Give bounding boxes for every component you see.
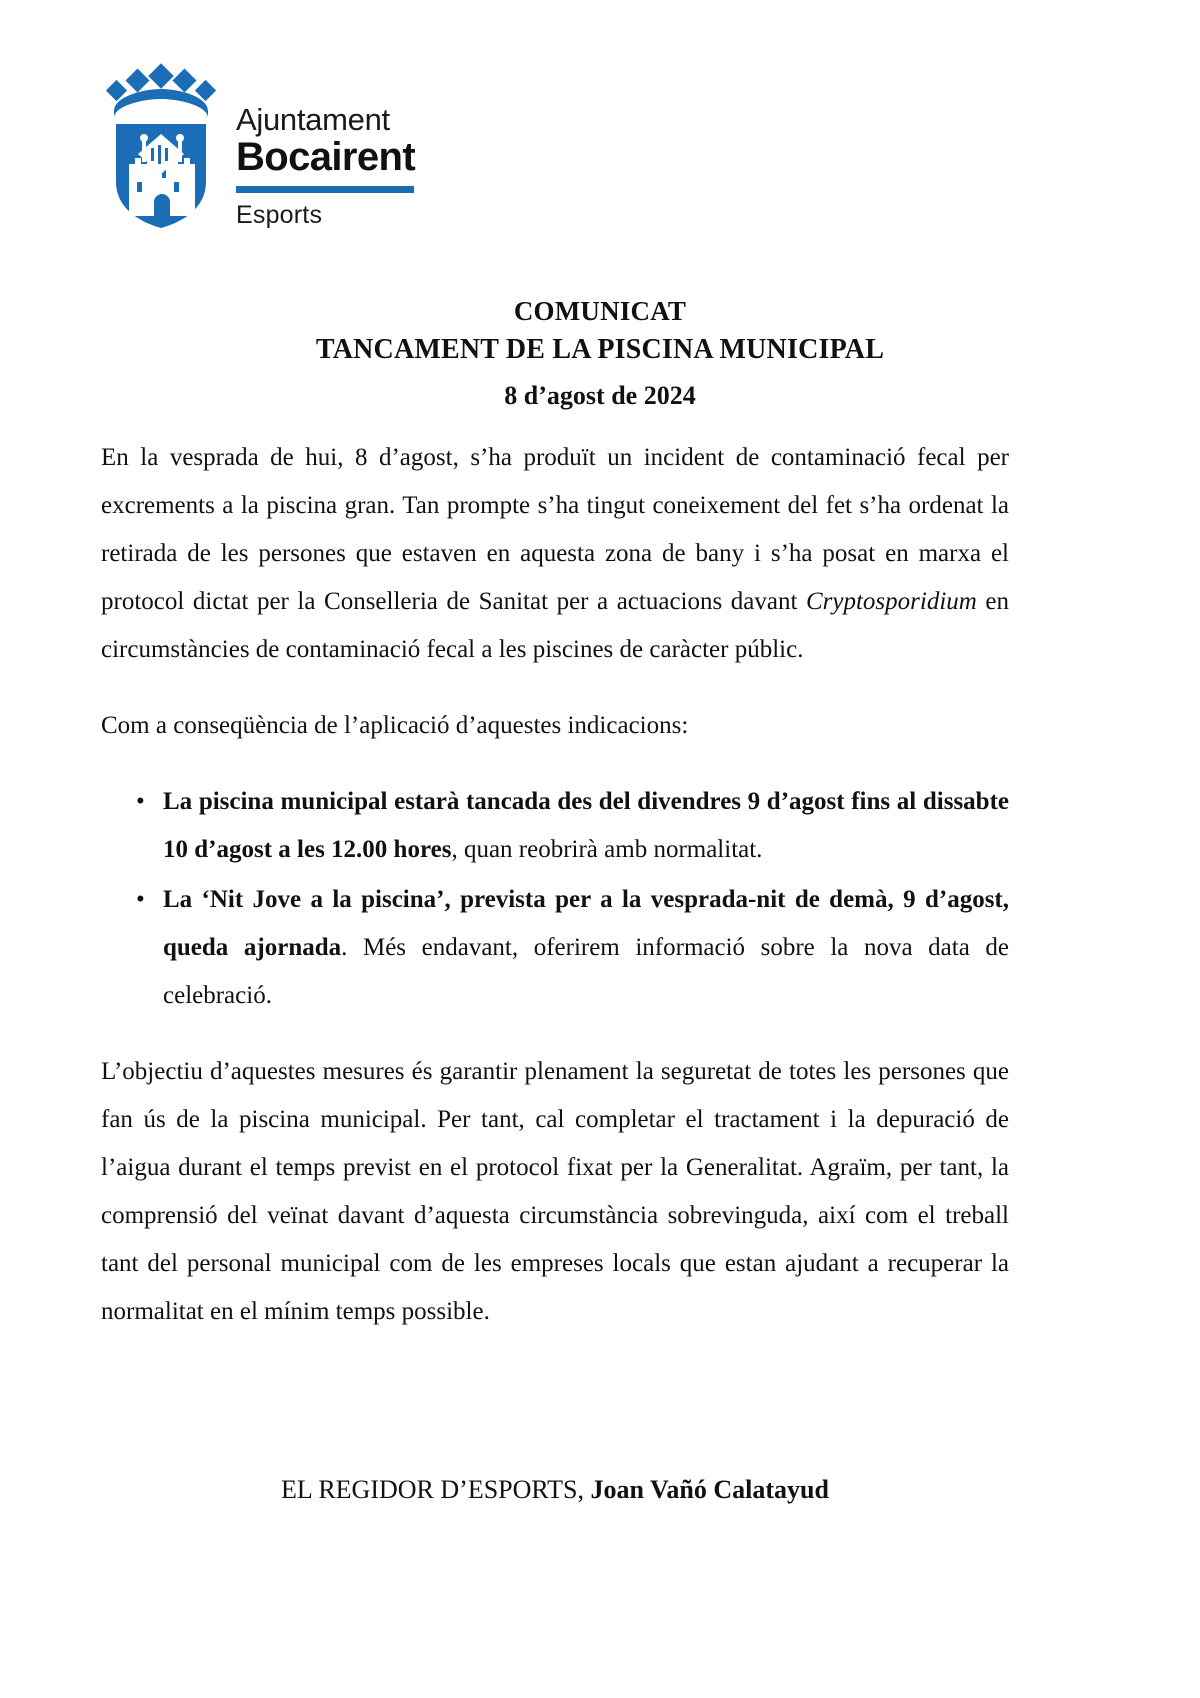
paragraph-incident-text-a: En la vesprada de hui, 8 d’agost, s’ha produït un incident de contaminació fecal per excrements a la piscina gran. Tan prompte s’ha tingut coneixement del fet s’ha ordenat la retirada de les persones que estaven en aquesta zona de bany i s’ha posat en marxa el protocol dictat per la Conselleria de Sanitat per a actuacions davant: [101, 444, 1009, 615]
wordmark-ajuntament: Ajuntament: [236, 102, 390, 137]
document-body: [101, 434, 1009, 1366]
wordmark-rule: [236, 186, 414, 193]
list-item: [163, 778, 1009, 874]
paragraph-incident: [101, 434, 1009, 674]
title-date: 8 d’agost de 2024: [504, 381, 696, 411]
list-item: [163, 876, 1009, 1020]
title-comunicat: COMUNICAT: [513, 296, 687, 326]
signature-line: [101, 1470, 1009, 1509]
signature-name: Joan Vañó Calatayud: [590, 1475, 829, 1504]
paragraph-incident-text-b: en circumstàncies de contaminació fecal a les piscines de caràcter públic.: [101, 588, 1009, 663]
letterhead: [104, 56, 415, 228]
document-title-block: [100, 292, 1100, 411]
title-subject: TANCAMENT DE LA PISCINA MUNICIPAL: [315, 334, 885, 366]
pathogen-name: Cryptosporidium: [805, 588, 977, 615]
measure-rest-text: , quan reobrirà amb normalitat.: [451, 836, 763, 863]
measures-list: [101, 778, 1009, 1020]
signature-role: EL REGIDOR D’ESPORTS,: [281, 1475, 591, 1504]
measure-bold-text: La ‘Nit Jove a la piscina’, prevista per a la vesprada-nit de demà, 9 d’agost, queda ajornada: [163, 886, 1009, 961]
wordmark: [236, 56, 415, 228]
paragraph-objective: L’objectiu d’aquestes mesures és garantir plenament la seguretat de totes les persones que fan ús de la piscina municipal. Per tant, cal completar el tractament i la depuració de l’aigua durant el temps previst en el protocol fixat per la Generalitat. Agraïm, per tant, la comprensió del veïnat davant d’aquesta circumstància sobrevinguda, així com el treball tant del personal municipal com de les empreses locals que estan ajudant a recuperar la normalitat en el mínim temps possible.: [101, 1058, 1009, 1325]
paragraph-consequence-intro: Com a conseqüència de l’aplicació d’aquestes indicacions:: [101, 712, 689, 739]
bocairent-coat-of-arms-shield-icon: [104, 56, 220, 228]
wordmark-esports: Esports: [236, 201, 323, 229]
measure-bold-text: La piscina municipal estarà tancada des del divendres 9 d’agost fins al dissabte 10 d’agost a les 12.00 hores: [163, 788, 1009, 863]
wordmark-bocairent: Bocairent: [236, 135, 416, 179]
measure-rest-text: . Més endavant, oferirem informació sobre la nova data de celebració.: [163, 934, 1009, 1009]
